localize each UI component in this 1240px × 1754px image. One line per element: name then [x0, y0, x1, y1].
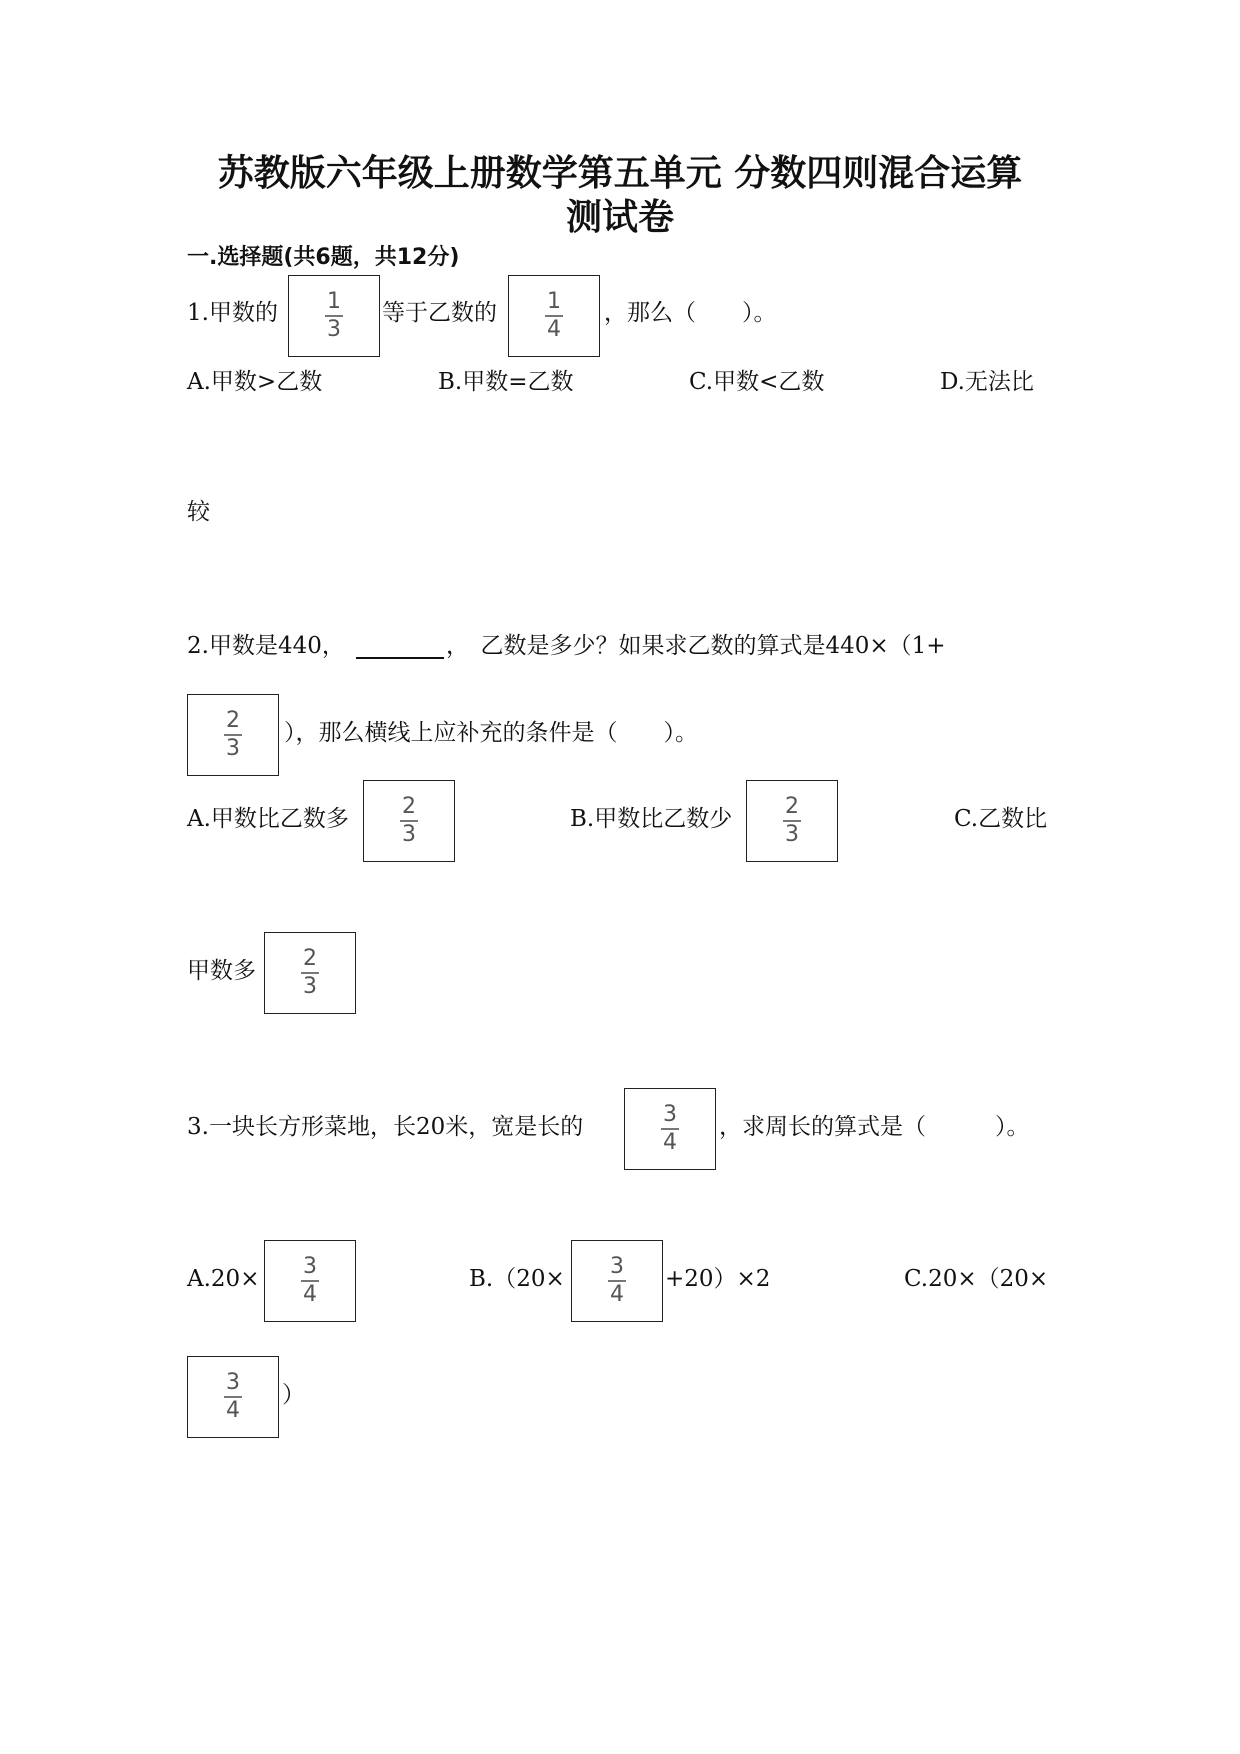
q3-option-b-continued: +20）×2 [665, 1266, 771, 1292]
q1-fraction-b [508, 275, 600, 357]
fraction-denominator: 3 [327, 316, 341, 342]
fraction-denominator: 4 [303, 1281, 317, 1307]
q2-answer-blank[interactable] [356, 657, 444, 659]
fraction-denominator: 3 [785, 821, 799, 847]
fraction-denominator: 3 [402, 821, 416, 847]
fraction-numerator: 3 [303, 1254, 317, 1280]
fraction-denominator: 4 [226, 1397, 240, 1423]
q3-option-c[interactable]: C.20×（20× [904, 1266, 1049, 1292]
fraction-denominator: 4 [663, 1129, 677, 1155]
q2-option-c-continued: 甲数多 [187, 958, 256, 984]
q1-option-a[interactable]: A.甲数>乙数 [187, 369, 323, 395]
q3-text-part2: ，求周长的算式是（ ）。 [719, 1114, 1030, 1140]
fraction-numerator: 3 [663, 1102, 677, 1128]
q2-option-c-fraction [264, 932, 356, 1014]
page-title: 苏教版六年级上册数学第五单元 分数四则混合运算 [217, 153, 1023, 194]
q1-fraction-a [288, 275, 380, 357]
q2-option-a[interactable]: A.甲数比乙数多 [187, 806, 349, 832]
q2-option-b[interactable]: B.甲数比乙数少 [570, 806, 733, 832]
q2-text-part3: ），那么横线上应补充的条件是（ ）。 [284, 720, 698, 746]
fraction-numerator: 1 [327, 289, 341, 315]
q3-text-part1: 3.一块长方形菜地，长20米，宽是长的 [187, 1114, 584, 1140]
page-title-line2: 测试卷 [565, 197, 674, 238]
q2-option-a-fraction [363, 780, 455, 862]
fraction-numerator: 1 [547, 289, 561, 315]
q1-text-part3: ，那么（ ）。 [604, 300, 777, 326]
q2-text-part1: 2.甲数是440， [187, 633, 345, 659]
fraction-numerator: 3 [610, 1254, 624, 1280]
q3-option-a[interactable]: A.20× [187, 1266, 260, 1292]
fraction-denominator: 4 [547, 316, 561, 342]
q1-option-d[interactable]: D.无法比 [940, 369, 1034, 395]
q2-option-b-fraction [746, 780, 838, 862]
q1-text-part1: 1.甲数的 [187, 300, 278, 326]
fraction-numerator: 2 [303, 946, 317, 972]
fraction-denominator: 4 [610, 1281, 624, 1307]
q3-fraction [624, 1088, 716, 1170]
fraction-numerator: 2 [226, 708, 240, 734]
fraction-numerator: 2 [402, 794, 416, 820]
q1-text-part2: 等于乙数的 [382, 300, 497, 326]
q3-option-b-fraction [571, 1240, 663, 1322]
q1-option-d-continued: 较 [187, 499, 210, 525]
q1-option-b[interactable]: B.甲数=乙数 [438, 369, 574, 395]
q3-option-a-fraction [264, 1240, 356, 1322]
fraction-denominator: 3 [303, 973, 317, 999]
q2-fraction [187, 694, 279, 776]
q3-option-c-fraction [187, 1356, 279, 1438]
q3-option-c-continued: ） [282, 1382, 305, 1408]
section-heading: 一.选择题(共6题，共12分) [187, 245, 460, 270]
q3-option-b[interactable]: B.（20× [469, 1266, 565, 1292]
q1-option-c[interactable]: C.甲数<乙数 [689, 369, 825, 395]
fraction-denominator: 3 [226, 735, 240, 761]
q2-option-c[interactable]: C.乙数比 [954, 806, 1048, 832]
q2-text-part2: ， 乙数是多少？如果求乙数的算式是440×（1+ [446, 633, 946, 659]
fraction-numerator: 2 [785, 794, 799, 820]
fraction-numerator: 3 [226, 1370, 240, 1396]
